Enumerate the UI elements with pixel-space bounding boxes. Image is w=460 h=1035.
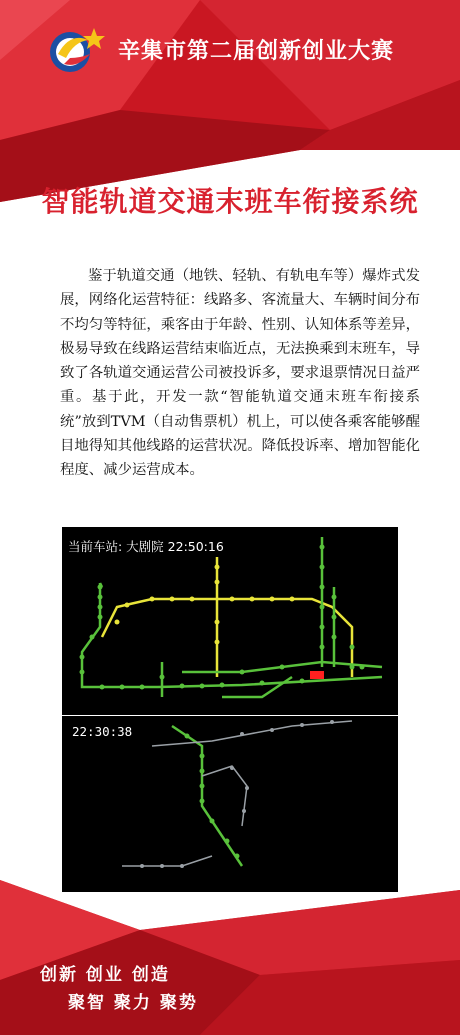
header-title: 辛集市第二届创新创业大赛 [118,39,395,64]
line-detail-screen [62,716,398,892]
network-map-graphic [62,527,398,715]
slogan-line-1: 创新 创业 创造 [40,965,170,985]
slogan-line-2: 聚智 聚力 聚势 [68,993,198,1013]
competition-logo-icon [44,24,106,76]
description-text [60,264,420,483]
current-station-readout: 当前车站: 大剧院 22:50:16 [68,539,224,554]
line-detail-graphic [62,716,398,892]
description-paragraph: 鉴于轨道交通（地铁、轻轨、有轨电车等）爆炸式发展，网络化运营特征：线路多、客流量大、车辆时间分布不均匀等特征，乘客由于年龄、性别、认知体系等差异，极易导致在线路运营结束临近点，无法换乘到末班车，导致了各轨道交通运营公司被投诉多，要求退票情况日益严重。基于此，开发一款“智能轨道交通末班车衔接系统”放到TVM（自动售票机）机上，可以使各乘客能够醒目地得知其他线路的运营状况。降低投诉率、增加智能化程度、减少运营成本。 [60,268,420,479]
network-map-screen [62,527,398,715]
clock-readout: 22:30:38 [72,724,133,739]
page-title: 智能轨道交通末班车衔接系统 [41,185,419,218]
